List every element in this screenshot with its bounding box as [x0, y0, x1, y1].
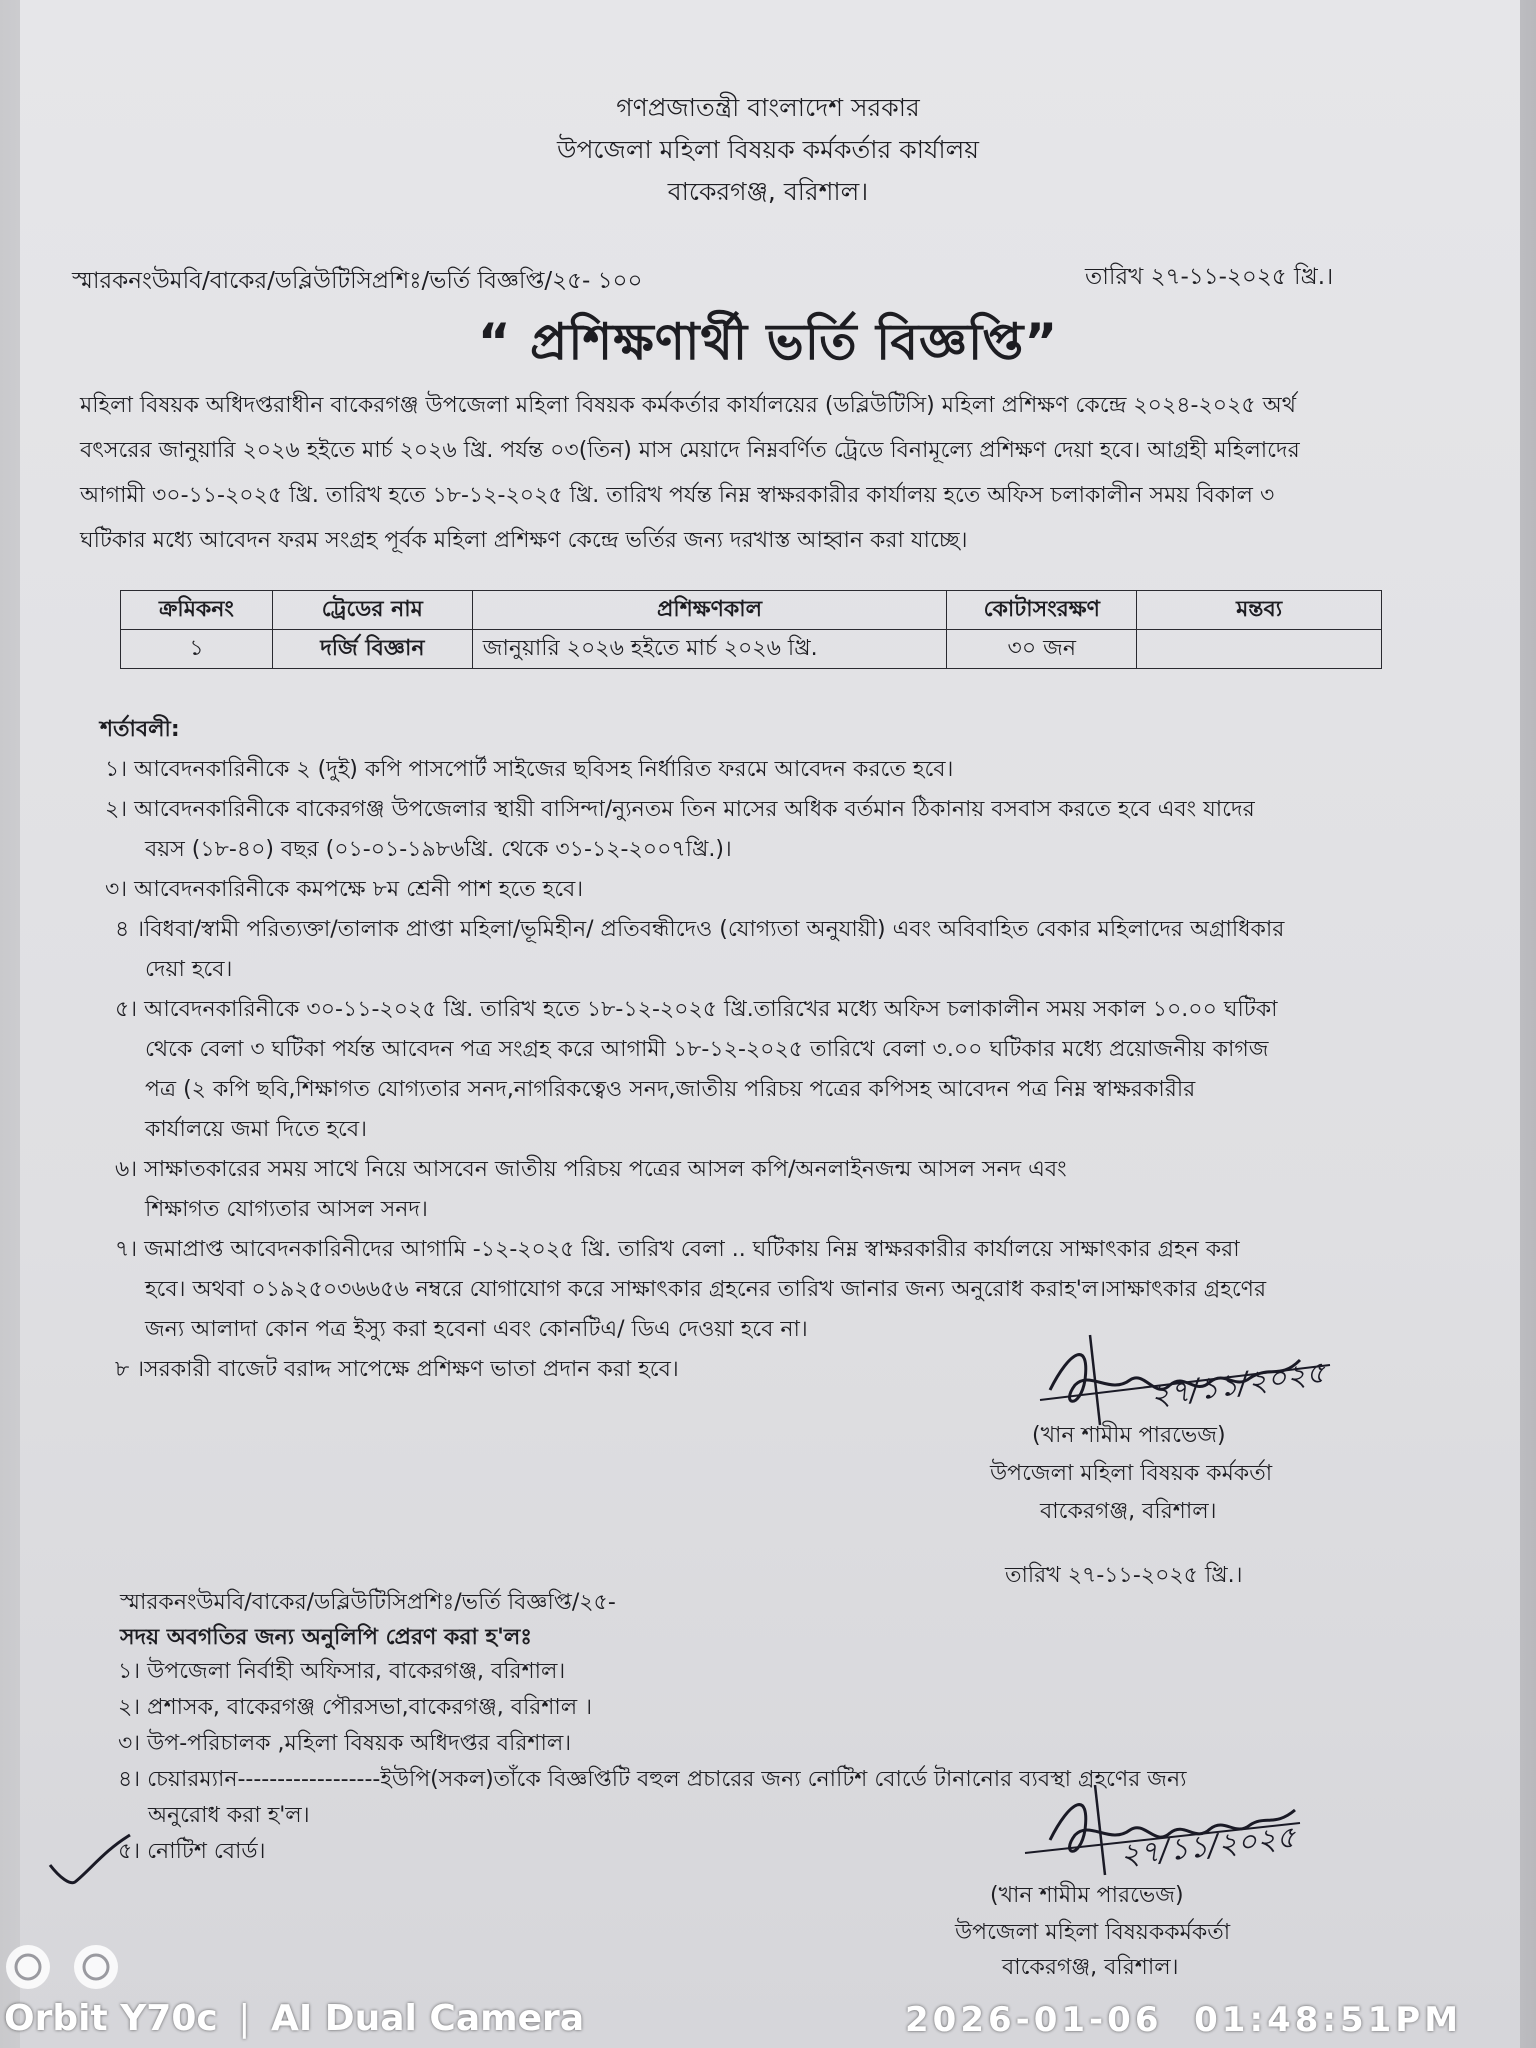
- header-location: বাকেরগঞ্জ, বরিশাল।: [667, 177, 869, 206]
- signatory-location: বাকেরগঞ্জ, বরিশাল।: [1040, 1499, 1217, 1524]
- conditions-heading: শর্তাবলী:: [100, 717, 180, 742]
- recipient-line: অনুরোধ করা হ'ল।: [148, 1803, 310, 1828]
- intro-paragraph: [80, 383, 1380, 563]
- memo-date: তারিখ ২৭-১১-২০২৫ খ্রি.।: [1085, 264, 1334, 290]
- conditions-list: [105, 750, 1284, 1390]
- copy-date: তারিখ ২৭-১১-২০২৫ খ্রি.।: [1005, 1563, 1243, 1588]
- condition-line: ৪ ।বিধবা/স্বামী পরিত্যক্তা/তালাক প্রাপ্তা মহিলা/ভূমিহীন/ প্রতিবন্ধীদেও (যোগ্যতা অনুযায়ী) এবং অবিবাহিত বেকার মহিলাদের অগ্রাধিকার: [115, 917, 1285, 942]
- condition-line: বয়স (১৮-৪০) বছর (০১-০১-১৯৮৬খ্রি. থেকে ৩১-১২-২০০৭খ্রি.)।: [145, 837, 732, 862]
- table-cell: ১: [121, 630, 273, 669]
- signatory-name: (খান শামীম পারভেজ): [990, 1883, 1184, 1908]
- condition-line: শিক্ষাগত যোগ্যতার আসল সনদ।: [145, 1197, 428, 1222]
- condition-line: হবে। অথবা ০১৯২৫০৩৬৬৫৬ নম্বরে যোগাযোগ করে সাক্ষাৎকার গ্রহনের তারিখ জানার জন্য অনুরোধ করাহ'ল।সাক্ষাৎকার গ্রহণের: [145, 1277, 1267, 1302]
- intro-line: মহিলা বিষয়ক অধিদপ্তরাধীন বাকেরগঞ্জ উপজেলা মহিলা বিষয়ক কর্মকর্তার কার্যালয়ের (ডব্লিউটিসি) মহিলা প্রশিক্ষণ কেন্দ্রে ২০২৪-২০২৫ অর্থ: [80, 393, 1296, 418]
- intro-line: আগামী ৩০-১১-২০২৫ খ্রি. তারিখ হতে ১৮-১২-২০২৫ খ্রি. তারিখ পর্যন্ত নিম্ন স্বাক্ষরকারীর কার্যালয় হতে অফিস চলাকালীন সময় বিকাল ৩: [80, 483, 1275, 508]
- intro-line: ঘটিকার মধ্যে আবেদন ফরম সংগ্রহ পূর্বক মহিলা প্রশিক্ষণ কেন্দ্রে ভর্তির জন্য দরখাস্ত আহ্বান করা যাচ্ছে।: [80, 528, 968, 553]
- table-row: [121, 630, 1382, 669]
- camera-timestamp: 2026-01-06 01:48:51PM: [905, 2000, 1463, 2040]
- table-cell: জানুয়ারি ২০২৬ হইতে মার্চ ২০২৬ খ্রি.: [472, 630, 947, 669]
- intro-line: বৎসরের জানুয়ারি ২০২৬ হইতে মার্চ ২০২৬ খ্রি. পর্যন্ত ০৩(তিন) মাস মেয়াদে নিম্নবর্ণিত ট্রেডে বিনামূল্যে প্রশিক্ষণ দেয়া হবে। আগ্রহী মহিলাদের: [80, 438, 1300, 463]
- condition-line: ৫। আবেদনকারিনীকে ৩০-১১-২০২৫ খ্রি. তারিখ হতে ১৮-১২-২০২৫ খ্রি.তারিখের মধ্যে অফিস চলাকালীন সময় সকাল ১০.০০ ঘটিকা: [115, 997, 1278, 1022]
- column-header: ক্রমিকনং: [121, 591, 273, 630]
- camera-watermark: [4, 1998, 584, 2039]
- condition-line: ৮ ।সরকারী বাজেট বরাদ্দ সাপেক্ষে প্রশিক্ষণ ভাতা প্রদান করা হবে।: [115, 1357, 679, 1382]
- recipient-line: ৫। নোটিশ বোর্ড।: [118, 1839, 266, 1864]
- camera-lens-icon: [4, 1942, 124, 1992]
- column-header: মন্তব্য: [1137, 591, 1382, 630]
- recipient-line: ২। প্রশাসক, বাকেরগঞ্জ পৌরসভা,বাকেরগঞ্জ, বরিশাল ।: [118, 1695, 593, 1720]
- condition-line: ৬। সাক্ষাতকারের সময় সাথে নিয়ে আসবেন জাতীয় পরিচয় পত্রের আসল কপি/অনলাইনজন্ম আসল সনদ এবং: [115, 1157, 1067, 1182]
- signatory-name: (খান শামীম পারভেজ): [1032, 1423, 1226, 1448]
- recipient-line: ৪। চেয়ারম্যান------------------ইউপি(সকল)তাঁকে বিজ্ঞপ্তিটি বহুল প্রচারের জন্য নোটিশ বোর্ডে টানানোর ব্যবস্থা গ্রহণের জন্য: [118, 1767, 1187, 1792]
- trade-table: [120, 590, 1382, 669]
- condition-line: কার্যালয়ে জমা দিতে হবে।: [145, 1117, 367, 1142]
- column-header: প্রশিক্ষণকাল: [472, 591, 947, 630]
- condition-line: জন্য আলাদা কোন পত্র ইস্যু করা হবেনা এবং কোনটিএ/ ডিএ দেওয়া হবে না।: [145, 1317, 808, 1342]
- signatory-designation: উপজেলা মহিলা বিষয়ককর্মকর্তা: [955, 1920, 1231, 1945]
- signatory-designation: উপজেলা মহিলা বিষয়ক কর্মকর্তা: [990, 1461, 1273, 1486]
- recipient-line: ১। উপজেলা নির্বাহী অফিসার, বাকেরগঞ্জ, বরিশাল।: [118, 1659, 566, 1684]
- condition-line: দেয়া হবে।: [145, 957, 233, 982]
- header-government: গণপ্রজাতন্ত্রী বাংলাদেশ সরকার: [616, 93, 920, 122]
- recipient-line: ৩। উপ-পরিচালক ,মহিলা বিষয়ক অধিদপ্তর বরিশাল।: [118, 1731, 572, 1756]
- table-header-row: [121, 591, 1382, 630]
- condition-line: ৭। জমাপ্রাপ্ত আবেদনকারিনীদের আগামি -১২-২০২৫ খ্রি. তারিখ বেলা .. ঘটিকায় নিম্ন স্বাক্ষরকারীর কার্যালয়ে সাক্ষাৎকার গ্রহন করা: [115, 1237, 1240, 1262]
- memo-number: স্মারকনংউমবি/বাকের/ডব্লিউটিসিপ্রশিঃ/ভর্তি বিজ্ঞপ্তি/২৫- ১০০: [72, 268, 643, 294]
- condition-line: পত্র (২ কপি ছবি,শিক্ষাগত যোগ্যতার সনদ,নাগরিকত্বেও সনদ,জাতীয় পরিচয় পত্রের কপিসহ আবেদন পত্র নিম্ন স্বাক্ষরকারীর: [145, 1077, 1196, 1102]
- header-office: উপজেলা মহিলা বিষয়ক কর্মকর্তার কার্যালয়: [556, 135, 979, 164]
- camera-label: AI Dual Camera: [270, 1998, 585, 2039]
- camera-separator: |: [238, 1998, 251, 2039]
- signature-handwritten-date: ২৭/১১/২০২৫: [1148, 1354, 1328, 1415]
- condition-line: ২। আবেদনকারিনীকে বাকেরগঞ্জ উপজেলার স্থায়ী বাসিন্দা/ন্যুনতম তিন মাসের অধিক বর্তমান ঠিকানায় বসবাস করতে হবে এবং যাদের: [105, 797, 1255, 822]
- check-mark-icon: [45, 1830, 135, 1890]
- copy-heading: সদয় অবগতির জন্য অনুলিপি প্রেরণ করা হ'লঃ: [120, 1625, 532, 1650]
- copy-memo-number: স্মারকনংউমবি/বাকের/ডব্লিউটিসিপ্রশিঃ/ভর্তি বিজ্ঞপ্তি/২৫-: [120, 1590, 616, 1615]
- column-header: ট্রেডের নাম: [272, 591, 472, 630]
- signature-handwritten-date: ২৭/১১/২০২৫: [1118, 1819, 1298, 1874]
- notice-title: “ প্রশিক্ষণার্থী ভর্তি বিজ্ঞপ্তি”: [477, 313, 1059, 371]
- table-cell: ৩০ জন: [947, 630, 1137, 669]
- condition-line: ৩। আবেদনকারিনীকে কমপক্ষে ৮ম শ্রেনী পাশ হতে হবে।: [105, 877, 584, 902]
- table-cell: দর্জি বিজ্ঞান: [272, 630, 472, 669]
- condition-line: ১। আবেদনকারিনীকে ২ (দুই) কপি পাসপোর্ট সাইজের ছবিসহ নির্ধারিত ফরমে আবেদন করতে হবে।: [105, 757, 954, 782]
- camera-device-name: Orbit Y70c: [4, 1998, 218, 2039]
- signatory-location: বাকেরগঞ্জ, বরিশাল।: [1002, 1955, 1179, 1980]
- column-header: কোটাসংরক্ষণ: [947, 591, 1137, 630]
- table-cell: [1137, 630, 1382, 669]
- condition-line: থেকে বেলা ৩ ঘটিকা পর্যন্ত আবেদন পত্র সংগ্রহ করে আগামী ১৮-১২-২০২৫ তারিখে বেলা ৩.০০ ঘটিকার মধ্যে প্রয়োজনীয় কাগজ: [145, 1037, 1269, 1062]
